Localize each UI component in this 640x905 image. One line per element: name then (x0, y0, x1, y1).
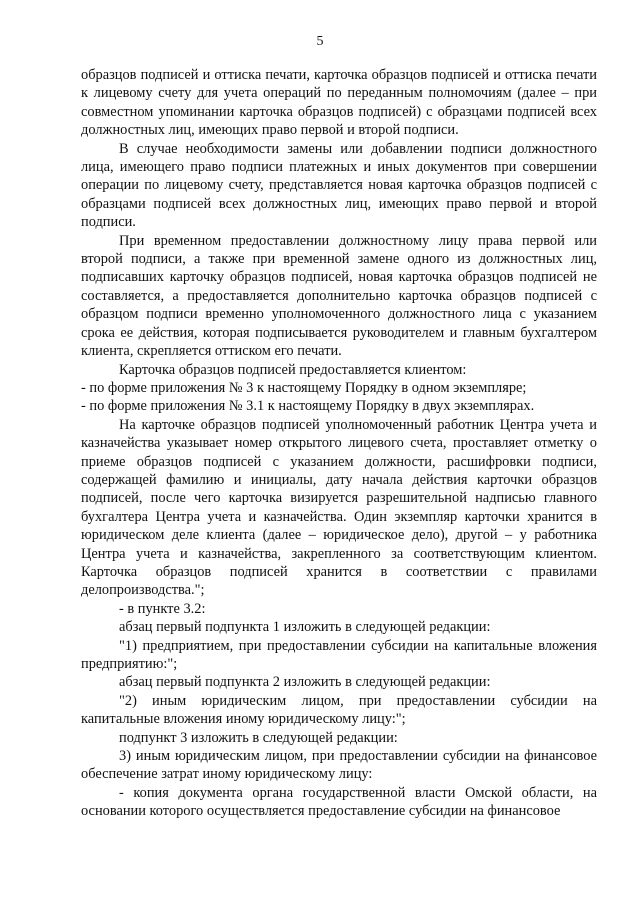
paragraph: 3) иным юридическим лицом, при предоставлении субсидии на финансовое обеспечение затрат иному юридическому лицу: (81, 748, 597, 783)
paragraph: "1) предприятием, при предоставлении субсидии на капитальные вложения предприятию:"; (81, 637, 597, 672)
list-item: - по форме приложения № 3.1 к настоящему Порядку в двух экземплярах. (81, 398, 535, 415)
paragraph: В случае необходимости замены или добавлении подписи должностного лица, имеющего право подписи платежных и иных документов при совершении операции по лицевому счету, представляется новая карточка образцов подписей с образцами подписей всех должностных лиц, имеющих право первой и второй подписи. (81, 140, 597, 231)
paragraph: абзац первый подпункта 1 изложить в следующей редакции: (119, 619, 491, 636)
paragraph: "2) иным юридическим лицом, при предоставлении субсидии на капитальные вложения иному юридическому лицу:"; (81, 692, 597, 728)
paragraph: При временном предоставлении должностному лицу права первой или второй подписи, а также при временной замене одного из должностных лиц, подписавших карточку образцов подписей, новая карточка образцов подписей не составляется, а предоставляется дополнительно карточка образцов подписей с образцом подписи временно уполномоченного должностного лица с указанием срока ее действия, которая подписывается руководителем и главным бухгалтером клиента, скрепляется оттиском его печати. (81, 232, 597, 360)
paragraph: На карточке образцов подписей уполномоченный работник Центра учета и казначейства указывает номер открытого лицевого счета, проставляет отметку о приеме образцов подписей с указанием должности, расшифровки подписи, содержащей фамилию и инициалы, дату начала действия карточки образцов подписей, после чего карточка визируется разрешительной надписью главного бухгалтера Центра учета и казначейства. Один экземпляр карточки хранится в юридическом деле клиента (далее – юридическое дело), другой – у работника Центра учета и казначейства, закрепленного за соответствующим клиентом. Карточка образцов подписей хранится в соответствии с правилами делопроизводства."; (81, 416, 597, 599)
list-item: - в пункте 3.2: (119, 600, 206, 617)
list-item: - по форме приложения № 3 к настоящему Порядку в одном экземпляре; (81, 379, 527, 396)
paragraph: образцов подписей и оттиска печати, карточка образцов подписей и оттиска печати к лицевому счету для учета операций по переданным полномочиям (далее – при совместном упоминании карточка образцов подписей) с образцами подписей всех должностных лиц, имеющих право первой и второй подписи. (81, 67, 597, 139)
document-body (81, 66, 597, 821)
paragraph: подпункт 3 изложить в следующей редакции: (119, 729, 398, 746)
paragraph: абзац первый подпункта 2 изложить в следующей редакции: (119, 674, 491, 691)
list-item: - копия документа органа государственной власти Омской области, на основании которого осуществляется предоставление субсидии на финансовое (81, 784, 597, 820)
paragraph: Карточка образцов подписей предоставляется клиентом: (119, 361, 467, 378)
page-number: 5 (316, 34, 324, 49)
